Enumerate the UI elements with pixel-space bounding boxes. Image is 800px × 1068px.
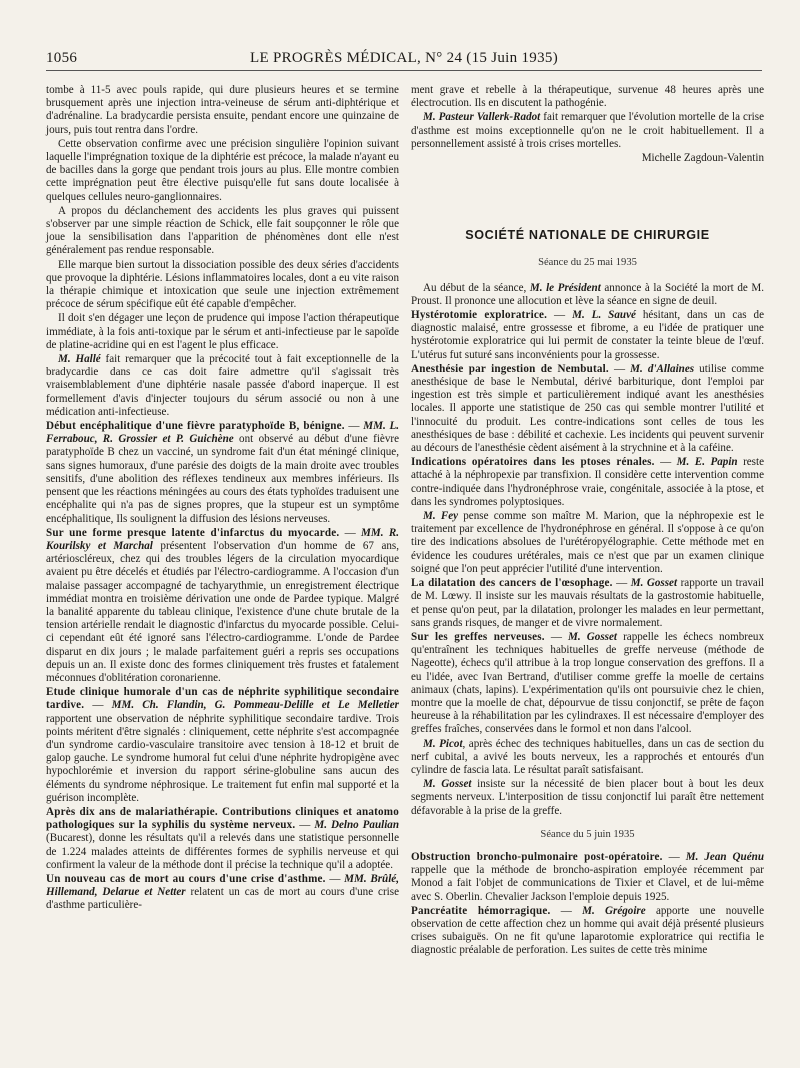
section-text: reste attaché à la néphropexie par transfixion. Il considère cette intervention comme contre-indiquée dans l'hydronéphrose vraie, congénitale, associée à la ptose, et dans les syndromes polyptosiques.: [411, 456, 765, 508]
paragraph-text: fait remarquer que la précocité tout à fait exceptionnelle de la bradycardie dans ce cas doit faire admettre qu'il s'agissait très vraisemblablement d'une diphtérie nasale passée d'abord inaperçue. Il est formellement d'avis d'injecter toujours du sérum associé ou non à une médication anti-infectieuse.: [46, 353, 399, 418]
society-heading: SOCIÉTÉ NATIONALE DE CHIRURGIE: [465, 228, 710, 243]
speaker-name: M. Fey: [423, 510, 459, 523]
author-signature: Michelle Zagdoun-Valentin: [641, 152, 764, 165]
communication: Etude clinique humorale d'un cas de néphrite syphilitique secondaire tardive. — MM. Ch. Flandin, G. Pommeau-Delille et Le Melletier rapportent une observation de néphrite syphilitique secondaire tardive. Trois points méritent d'être signalés : cliniquement, cette néphrite s'est accompagnée d'un syndrome cardio-vasculaire transitoire avec tension à 18-12 et bruit de galop gauche. Le syndrome humoral fut celui d'une néphrite hydropigène avec hypochlorémie et inversion du rapport sérine-globuline sans aucun des éléments du syndrome néphrosique. Le traitement fut enfin mal supporté et la guérison incomplète.: [46, 686, 399, 804]
author-names: M. d'Allaines: [630, 362, 695, 375]
paragraph-text: fait remarquer que l'évolution mortelle de la crise d'asthme est moins exceptionnelle qu'on ne le croit habituellement. Il a personnellement assisté à trois crises mortelles.: [411, 111, 765, 150]
section-text: présentent l'observation d'un homme de 67 ans, artérioscléreux, chez qui des troubles légers de la circulation myocardique avaient pu être décelés et étudiés par l'électro-cardiogramme. A l'occasion d'un malaise passager accompagné de tachyarythmie, un enregistrement électrique immédiat montra en troisième dérivation une onde de Pardee typique. Malgré la banalité apparente du tableau clinique, l'existence d'une chute brutale de la tension artérielle rendait le diagnostic d'infarctus du myocarde possible. Celui-ci cependant eût été ignoré sans l'électro-cardiogramme. L'onde de Pardee disparut en dix jours ; le malade parfaitement guéri a repris ses occupations depuis un an. Il existe donc des formes cliniquement très frustes et fatalement méconnues d'oblitération coronarienne.: [46, 539, 399, 684]
page-header: [46, 50, 762, 71]
speaker-name: M. le Président: [529, 281, 601, 294]
paragraph: ment grave et rebelle à la thérapeutique, survenue 48 heures après une électrocution. Ils en discutent la pathogénie.: [411, 84, 764, 110]
paragraph: [411, 111, 764, 151]
speaker-name: M. Pasteur Vallerk-Radot: [423, 111, 541, 124]
communication: Sur les greffes nerveuses. — M. Gosset rappelle les échecs nombreux qu'entraînent les techniques habituelles de greffe nerveuse (méthode de Nageotte), échecs qu'il attribue à la trop longue conservation des greffons. Il a eu l'idée, avec Ivan Bertrand, d'utiliser comme greffe la moelle de certains animaux (chats, lapins). L'expérimentation qu'ils ont poursuivie chez le chien, montre que la moelle de chat, dépourvue de tissu conjonctif, se prête de façon heureuse à la réhabilitation par les cylindraxes. Il est nécessaire d'employer des greffes fraîches, conservées dans le formol et non dans l'alcool.: [411, 630, 764, 736]
author-names: M. Gosset: [568, 630, 617, 643]
paragraph: Cette observation confirme avec une précision singulière l'opinion suivant laquelle l'imprégnation toxique de la diphtérie est précoce, la malade n'ayant eu de bacilles dans la gorge que pendant trois jours au plus. Elle montre combien cette imprégnation peut être élective puisqu'elle fut sans doute localisée à quelques cellules neuro-ganglionnaires.: [46, 137, 399, 203]
section-title: Etude clinique humorale d'un cas de néphrite syphilitique secondaire tardive.: [46, 686, 399, 712]
paragraph: Elle marque bien surtout la dissociation possible des deux séries d'accidents que provoque la diphtérie. Lésions inflammatoires locales, dont a eu vite raison la thérapie chimique et intoxication que seule une injection extrêmement précoce de sérum spécifique eût été capable d'empêcher.: [46, 258, 399, 311]
section-text: hésitant, dans un cas de diagnostic malaisé, entre grossesse et fibrome, a eu l'idée de pratiquer une hystérotomie exploratrice qui lui permit de constater la teinte bleue de l'œuf. L'utérus fut suturé sans inconvénients pour la grossesse.: [411, 309, 765, 361]
left-column: [46, 84, 399, 914]
section-title: Sur les greffes nerveuses.: [411, 630, 545, 643]
paragraph: Il doit s'en dégager une leçon de prudence qui impose l'action thérapeutique immédiate, à la fois anti-toxique par le sérum et anti-infectieuse par le sapoïde de platine-acridine qui en est l'agent le plus efficace.: [46, 312, 399, 351]
section-text: ont observé au début d'une fièvre paratyphoïde B chez un vacciné, un syndrome fait d'un état méningé clinique, sans signes humoraux, d'une parésie des doigts de la main droite avec troubles sensitifs, d'une abolition des réflexes tendineux aux membres inférieurs. Ils pensent que les réactions méningées au cours des états typhoïdes traduisent une encéphalite qui n'a pas de signes propres, que la stupeur est un symptôme encéphalitique, Ils soulignent la diffusion des lésions nerveuses.: [46, 433, 399, 525]
communication: Pancréatite hémorragique. — M. Grégoire apporte une nouvelle observation de cette affection chez un homme qui avait déjà présenté plusieurs crises subaiguës. On ne fit qu'une laparotomie exploratrice qui rectifia le diagnostic préalable de perforation. Les suites de cette très minime: [411, 904, 764, 957]
author-names: MM. R. Kourilsky et Marchal: [46, 526, 399, 552]
section-text: (Bucarest), donne les résultats qu'il a relevés dans une statistique personnelle de 1.224 malades atteints de différentes formes de syphilis nerveuse et qui confirment la valeur de la méthode dont il précise la technique qu'il a adoptée.: [46, 832, 399, 871]
section-text: rappelle que la méthode de broncho-aspiration employée récemment par Monod a fait l'objet de communications de Tixier et Clavel, et de lui-même avec S. Oberlin. Chevalier Jackson l'emploie depuis 1925.: [411, 864, 764, 903]
section-text: utilise comme anesthésique de base le Nembutal, dérivé barbiturique, dont l'emploi par ingestion est très simple et particulièrement indiqué avant les anesthésies locales. Il apporte une statistique de 250 cas qui semble montrer l'utilité et l'innocuité du produit. Les contre-indications sont celles de tous les anesthésiques de base : débilité et cachexie. Les incidents qui peuvent survenir au décours de l'anesthésie cèdent aisément à la strychnine et à la caféine.: [411, 362, 764, 455]
paragraph: tombe à 11-5 avec pouls rapide, qui dure plusieurs heures et se termine brusquement après une injection intra-veineuse de sérum anti-diphtérique et d'adrénaline. La bradycardie persista ensuite, pendant encore une quinzaine de jours, puis tout rentra dans l'ordre.: [46, 84, 399, 136]
communication: Hystérotomie exploratrice. — M. L. Sauvé hésitant, dans un cas de diagnostic malaisé, entre grossesse et fibrome, a eu l'idée de pratiquer une hystérotomie exploratrice qui lui permit de constater la teinte bleue de l'œuf. L'utérus fut suturé sans inconvénients pour la grossesse.: [411, 309, 765, 361]
author-names: MM. Brûlé, Hillemand, Delarue et Netter: [46, 872, 400, 899]
paragraph-text: annonce à la Société la mort de M. Proust. Il prononce une allocution et lève la séance en signe de deuil.: [411, 281, 764, 307]
communication: Début encéphalitique d'une fièvre paratyphoïde B, bénigne. — MM. L. Ferrabouc, R. Grossier et P. Guichène ont observé au début d'une fièvre paratyphoïde B chez un vacciné, un syndrome fait d'un état méningé clinique, sans signes humoraux, d'une parésie des doigts de la main droite avec troubles sensitifs, d'une abolition des réflexes tendineux aux membres inférieurs. Ils pensent que les réactions méningées au cours des états typhoïdes traduisent une encéphalite qui n'a pas de signes propres, que la stupeur est un symptôme encéphalitique, Ils soulignent la diffusion des lésions nerveuses.: [46, 420, 400, 525]
communication: Anesthésie par ingestion de Nembutal. — M. d'Allaines utilise comme anesthésique de base le Nembutal, dérivé barbiturique, dont l'emploi par ingestion est très simple et particulièrement indiqué avant les anesthésies locales. Il apporte une statistique de 250 cas qui semble montrer l'utilité et l'innocuité du produit. Les contre-indications sont celles de tous les anesthésiques de base : débilité et cachexie. Les incidents qui peuvent survenir au décours de l'anesthésie cèdent aisément à la strychnine et à la caféine.: [411, 362, 764, 455]
paragraph: [411, 778, 764, 818]
communication: La dilatation des cancers de l'œsophage. — M. Gosset rapporte un travail de M. Lœwy. Il insiste sur les mauvais résultats de la gastrostomie habituelle, et pense qu'on peut, par la dilatation, prolonger les malades en leur permettant, sans grands risques, de manger et de vivre normalement.: [411, 577, 765, 629]
section-title: La dilatation des cancers de l'œsophage.: [411, 577, 613, 590]
right-column: [411, 84, 764, 959]
paragraph: [411, 282, 764, 308]
author-names: M. L. Sauvé: [572, 309, 636, 322]
section-title: Obstruction broncho-pulmonaire post-opératoire.: [411, 850, 663, 863]
author-names: M. Gosset: [630, 577, 678, 590]
section-title: Début encéphalitique d'une fièvre paratyphoïde B, bénigne.: [46, 420, 345, 433]
paragraph-text: , après échec des techniques habituelles, dans un cas de section du nerf cubital, a avivé les bouts nerveux, les a rapprochés et entourés d'un cylindre de fascia lata. Le résultat paraît satisfaisant.: [411, 737, 764, 776]
paragraph-text: pense comme son maître M. Marion, que la néphropexie est le traitement par excellence de l'hydronéphrose en général. Il s'oppose à ce qu'on tire des indications absolues de l'urétéropyélographie. Cette méthode met en évidence les coudures urétérales, mais ce n'est que par un examen clinique soigné que l'on peut apprécier l'utilité d'une intervention.: [411, 510, 764, 575]
running-title: LE PROGRÈS MÉDICAL, N° 24 (15 Juin 1935): [249, 50, 558, 66]
section-title: Sur une forme presque latente d'infarctus du myocarde.: [46, 526, 340, 539]
speaker-name: M. Picot: [423, 737, 463, 750]
section-title: Indications opératoires dans les ptoses rénales.: [411, 456, 655, 469]
section-title: Pancréatite hémorragique.: [411, 904, 551, 917]
section-text: relatent un cas de mort au cours d'une crise d'asthme particulière-: [46, 886, 399, 912]
session-date: Séance du 25 mai 1935: [538, 257, 637, 269]
section-title: Anesthésie par ingestion de Nembutal.: [411, 362, 609, 375]
author-names: M. E. Papin: [676, 456, 738, 469]
author-names: MM. Ch. Flandin, G. Pommeau-Delille et Le Melletier: [111, 699, 399, 712]
section-text: rapportent une observation de néphrite syphilitique secondaire tardive. Trois points méritent d'être signalés : cliniquement, cette néphrite s'est accompagnée d'un syndrome cardio-vasculaire transitoire avec tension à 18-12 et bruit de galop gauche. Le syndrome humoral fut celui d'une néphrite hydropigène avec hypochlorémie et inversion du rapport sérine-globuline sans aucun des éléments du syndrome néphrosique. Le traitement fut enfin mal supporté et la guérison incomplète.: [46, 712, 399, 804]
paragraph: A propos du déclanchement des accidents les plus graves qui puissent s'observer par une simple réaction de Schick, elle fait soupçonner le rôle que joue la sensibilisation dans l'apparition de phénomènes dont elle n'est généralement pas rendue responsable.: [46, 204, 399, 257]
author-names: M. Grégoire: [582, 904, 646, 917]
page-number: 1056: [46, 50, 78, 66]
paragraph: [411, 510, 764, 576]
author-names: M. Delno Paulian: [314, 819, 400, 832]
paragraph: [46, 353, 399, 419]
speaker-name: M. Gosset: [423, 778, 472, 791]
communication: Indications opératoires dans les ptoses rénales. — M. E. Papin reste attaché à la néphropexie par transfixion. Il considère cette intervention comme contre-indiquée dans l'hydronéphrose vraie, congénitale, associée à la ptose, et dans les syndromes polyptosiques.: [411, 456, 765, 508]
section-title: Un nouveau cas de mort au cours d'une crise d'asthme.: [46, 872, 326, 885]
section-title: Hystérotomie exploratrice.: [411, 309, 548, 322]
paragraph-text: insiste sur la nécessité de bien placer bout à bout les deux segments nerveux. L'interposition de tissu conjonctif lui paraît être nettement défavorable à la prise de la greffe.: [411, 778, 764, 817]
paragraph: [411, 738, 764, 778]
communication: Sur une forme presque latente d'infarctus du myocarde. — MM. R. Kourilsky et Marchal présentent l'observation d'un homme de 67 ans, artérioscléreux, chez qui des troubles légers de la circulation myocardique avaient pu être décelés et étudiés par l'électro-cardiogramme. A l'occasion d'un malaise passager accompagné de tachyarythmie, un enregistrement électrique immédiat montra en troisième dérivation une onde de Pardee typique. Malgré la banalité apparente du tableau clinique, l'existence d'une chute brutale de la tension artérielle rendait le diagnostic d'infarctus du myocarde possible. Celui-ci cependant eût été ignoré sans l'électro-cardiogramme. L'onde de Pardee disparut en dix jours ; le malade parfaitement guéri a repris ses occupations depuis un an. Il existe donc des formes cliniquement très frustes et fatalement méconnues d'oblitération coronarienne.: [46, 526, 399, 684]
communication: Un nouveau cas de mort au cours d'une crise d'asthme. — MM. Brûlé, Hillemand, Delarue et Netter relatent un cas de mort au cours d'une crise d'asthme particulière-: [46, 872, 400, 912]
author-names: MM. L. Ferrabouc, R. Grossier et P. Guichène: [46, 420, 400, 446]
paragraph-text: Au début de la séance,: [423, 281, 530, 294]
communication: Obstruction broncho-pulmonaire post-opératoire. — M. Jean Quénu rappelle que la méthode de broncho-aspiration employée récemment par Monod a fait l'objet de communications de Tixier et Clavel, et de lui-même avec S. Oberlin. Chevalier Jackson l'emploie depuis 1925.: [411, 850, 764, 903]
session-date: Séance du 5 juin 1935: [540, 828, 635, 840]
speaker-name: M. Hallé: [58, 353, 101, 366]
communication: Après dix ans de malariathérapie. Contributions cliniques et anatomo pathologiques sur la syphilis du système nerveux. — M. Delno Paulian (Bucarest), donne les résultats qu'il a relevés dans une statistique personnelle de 1.224 malades atteints de différentes formes de syphilis nerveuse et qui confirment la valeur de la méthode dont il précise la technique qu'il a adoptée.: [46, 805, 400, 871]
section-text: rappelle les échecs nombreux qu'entraînent les techniques habituelles de greffe nerveuse (méthode de Nageotte), échecs qu'il attribue à la trop longue conservation des greffons. Il a eu l'idée, avec Ivan Bertrand, d'utiliser comme greffe la moelle de certains animaux (chats, lapins). L'expérimentation qu'ils ont poursuivie chez le chien, montre que la moelle de chat, dépourvue de tissu conjonctif, se prête de façon heureuse à la réhabilitation par les cylindraxes. Il est nécessaire d'employer des greffes fraîches, conservées dans le formol et non dans l'alcool.: [411, 630, 764, 736]
section-text: rapporte un travail de M. Lœwy. Il insiste sur les mauvais résultats de la gastrostomie habituelle, et pense qu'on peut, par la dilatation, prolonger les malades en leur permettant, sans grands risques, de manger et de vivre normalement.: [411, 577, 765, 629]
section-text: apporte une nouvelle observation de cette affection chez un homme qui avait déjà présenté plusieurs crises subaiguës. On ne fit qu'une laparotomie exploratrice qui rectifia le diagnostic préalable de perforation. Les suites de cette très minime: [411, 904, 764, 957]
section-title: Après dix ans de malariathérapie. Contributions cliniques et anatomo pathologiques sur la syphilis du système nerveux.: [46, 805, 399, 832]
author-names: M. Jean Quénu: [685, 850, 764, 863]
